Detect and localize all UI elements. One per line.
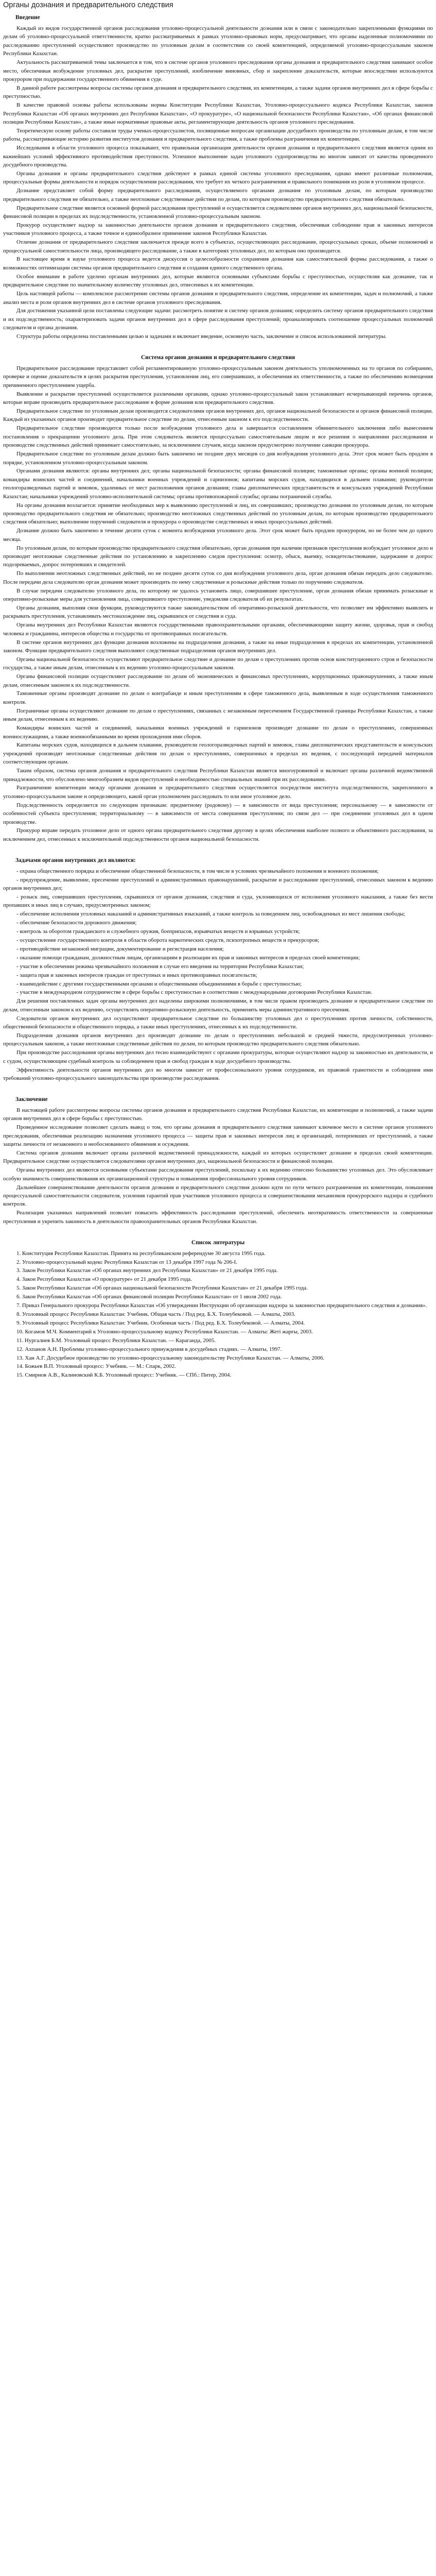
paragraph: Прокурор осуществляет надзор за законностью деятельности органов дознания и предварительного следствия, обеспечивая соблюдение прав и законных интересов участников уголовного процесса, а также точное и единообразное применение законов Республики Казахстан. xyxy=(3,222,433,237)
page-title: Органы дознания и предварительного следствия xyxy=(3,1,173,9)
paragraph: 3. Закон Республики Казахстан «Об органах внутренних дел Республики Казахстан» от 21 декабря 1995 года. xyxy=(16,1267,278,1274)
paragraph: 4. Закон Республики Казахстан «О прокуратуре» от 21 декабря 1995 года. xyxy=(16,1276,192,1283)
intro-body xyxy=(3,24,433,341)
paragraph: Каждый из видов государственной органов расследования уголовно-процессуальной деятельности дознания или в связи с законодательно закрепленными функциями по делам об уголовно-процессуальной ответственности, кратко рассматриваемых в рамках уголовно-правовых норм, предусматривает, что органы наделенные полномочиями по расследованию преступлений осуществляют производство по уголовным делам в соответствии со своей компетенцией, определяемой уголовно-процессуальным законом Республики Казахстан. xyxy=(3,25,433,57)
paragraph: Теоретическую основу работы составили труды ученых-процессуалистов, посвященные вопросам организации досудебного производства по уголовным делам, в том числе работы, рассматривающие историю развития институтов дознания и предварительного следствия, а также проблемы разграничения их компетенции. xyxy=(3,127,433,143)
paragraph: В системе органов внутренних дел функции дознания возложены на подразделения дознания, а также на иные подразделения в пределах их компетенции, установленной законом. Функции предварительного следствия выполняют следственные подразделения органов внутренних дел. xyxy=(3,639,433,654)
paragraph: В случае передачи следователю уголовного дела, по которому не удалось установить лицо, совершившее преступление, орган дознания обязан принимать розыскные и оперативно-розыскные меры для установления лица, совершившего преступление, уведомляя следователя об их результатах. xyxy=(3,587,433,602)
paragraph: Отличие дознания от предварительного следствия заключается прежде всего в субъектах, осуществляющих расследование, процессуальных сроках, объеме полномочий и процессуальной самостоятельности лица, производящего расследование, а также в категориях уголовных дел, по которым оно производится. xyxy=(3,239,433,254)
paragraph: Подразделения дознания органов внутренних дел производят дознание по делам о преступлениях небольшой и средней тяжести, предусмотренных уголовно-процессуальным законом, а также неотложные следственные действия по делам, по которым производство предварительного следствия обязательно. xyxy=(3,1032,433,1047)
paragraph: Особое внимание в работе уделено органам внутренних дел, которые являются основными субъектами борьбы с преступностью, осуществляя как дознание, так и предварительное следствие по значительному количеству уголовных дел, отнесенных к их компетенции. xyxy=(3,273,433,289)
paragraph: Капитаны морских судов, находящихся в дальнем плавании, руководители геологоразведочных партий и зимовок, главы дипломатических представительств и консульских учреждений производят неотложные следственные действия по делам о преступлениях, совершенных в пределах их ведения, с последующей передачей материалов соответствующим органам. xyxy=(3,742,433,766)
paragraph: - взаимодействие с другими государственными органами и общественными объединениями в борьбе с преступностью; xyxy=(16,980,302,987)
paragraph: - противодействие незаконной миграции, документирование и регистрация населения; xyxy=(16,945,224,952)
paragraph: 9. Уголовный процесс Республики Казахстан: Учебник. Особенная часть / Под ред. Б.Х. Толеубековой. — Алматы, 2004. xyxy=(16,1319,305,1326)
paragraph: 7. Приказ Генерального прокурора Республики Казахстан «Об утверждении Инструкции об организации надзора за законностью предварительного следствия и дознания». xyxy=(16,1302,427,1309)
paragraph: Предварительное следствие по уголовным делам должно быть закончено не позднее двух месяцев со дня возбуждения уголовного дела. Этот срок может быть продлен в порядке, установленном уголовно-процессуальным законом. xyxy=(3,451,433,466)
paragraph: Органами дознания являются: органы внутренних дел; органы национальной безопасности; органы финансовой полиции; таможенные органы; органы военной полиции; командиры воинских частей и соединений, начальники военных учреждений и гарнизонов; капитаны морских судов, находящихся в дальнем плавании; руководители геологоразведочных партий и зимовок, удаленных от мест расположения органов дознания; главы дипломатических представительств и консульских учреждений Республики Казахстан; начальники учреждений уголовно-исполнительной системы; органы противопожарной службы; органы пограничной службы. xyxy=(3,468,433,500)
paragraph: 8. Уголовный процесс Республики Казахстан: Учебник. Общая часть / Под ред. Б.Х. Толеубековой. — Алматы, 2003. xyxy=(16,1311,295,1317)
paragraph: Дознание представляет собой форму предварительного расследования, осуществляемого органами дознания по уголовным делам, по которым производство предварительного следствия не обязательно, а также неотложные следственные действия по делам, по которым производство предварительного следствия обязательно. xyxy=(3,188,433,202)
paragraph: Предварительное следствие производится только после возбуждения уголовного дела и завершается составлением обвинительного заключения либо вынесением постановления о прекращении уголовного дела. При этом следователь является процессуально самостоятельным лицом и все решения о направлении расследования и производстве следственных действий принимает самостоятельно, за исключением случаев, когда законом предусмотрено получение санкции прокурора. xyxy=(3,425,433,449)
section-heading-system: Система органов дознания и предварительного следствия xyxy=(141,354,295,361)
paragraph: 12. Ахпанов А.Н. Проблемы уголовно-процессуального принуждения в досудебных стадиях. — Алматы, 1997. xyxy=(16,1346,282,1352)
system-body xyxy=(3,364,433,843)
paragraph: - обеспечение исполнения уголовных наказаний и административных взысканий, а также контроль за поведением лиц, освобожденных из мест лишения свободы; xyxy=(16,911,406,918)
paragraph: Реализация указанных направлений позволит повысить эффективность расследования преступлений, обеспечить неотвратимость ответственности за совершенные преступления и укрепить законность в деятельности правоохранительных органов Республики Казахстан. xyxy=(3,1210,433,1225)
paragraph: - защита прав и законных интересов граждан от преступных и иных противоправных посягательств; xyxy=(16,972,257,978)
paragraph: Проведенное исследование позволяет сделать вывод о том, что органы дознания и предварительного следствия занимают ключевое место в системе органов уголовного преследования, обеспечивая реализацию назначения уголовного процесса — защиты прав и законных интересов лиц и организаций, потерпевших от преступлений, а также защиты личности от незаконного и необоснованного обвинения и осуждения. xyxy=(3,1124,433,1148)
paragraph: В настоящей работе рассмотрены вопросы системы органов дознания и предварительного следствия Республики Казахстан, их компетенции и полномочий, а также задачи органов внутренних дел в сфере борьбы с преступностью. xyxy=(3,1107,433,1122)
section-spacer xyxy=(3,1083,433,1091)
paragraph: 14. Божьев В.П. Уголовный процесс: Учебник. — М.: Спарк, 2002. xyxy=(16,1363,176,1370)
paragraph: Таким образом, система органов дознания и предварительного следствия Республики Казахстан является многоуровневой и включает органы различной ведомственной принадлежности, что обусловлено многообразием видов преступлений и необходимостью специальных знаний при их расследовании. xyxy=(3,768,433,783)
paragraph: В данной работе рассмотрены вопросы системы органов дознания и предварительного следствия, их компетенции, а также задачи органов внутренних дел в сфере борьбы с преступностью. xyxy=(3,84,433,100)
paragraph: Органы дознания и органы предварительного следствия действуют в рамках единой системы уголовного преследования, однако имеют различные полномочия, процессуальные формы деятельности и порядок осуществления расследования, что требует их четкого разграничения и правильного понимания их роли в уголовном процессе. xyxy=(3,170,433,185)
paragraph: Актуальность рассматриваемой темы заключается в том, что в системе органов уголовного преследования органы дознания и предварительного следствия занимают особое место, обеспечивая возбуждение уголовных дел, раскрытие преступлений, изобличение виновных, сбор и закрепление доказательств, которые впоследствии используются прокурором при поддержании государственного обвинения в суде. xyxy=(3,59,433,82)
paragraph: Дознание должно быть закончено в течение десяти суток с момента возбуждения уголовного дела. Этот срок может быть продлен прокурором, но не более чем до одного месяца. xyxy=(3,528,433,543)
paragraph: Дальнейшее совершенствование деятельности органов дознания и предварительного следствия должно идти по пути четкого разграничения их компетенции, повышения процессуальной самостоятельности следователя, усиления гарантий прав участников уголовного процесса и совершенствования механизмов прокурорского надзора и судебного контроля. xyxy=(3,1184,433,1208)
paragraph: Исследования в области уголовного процесса показывают, что правильная организация деятельности органов дознания и предварительного следствия является одним из важнейших условий эффективного противодействия преступности. Успешное выполнение задач уголовного судопроизводства во многом зависит от качества проведенного досудебного производства. xyxy=(3,145,433,168)
section-spacer xyxy=(3,844,433,852)
paragraph: Эффективность деятельности органов внутренних дел во многом зависит от профессионального уровня сотрудников, их правовой грамотности и соблюдения ими требований уголовно-процессуального законодательства при производстве расследования. xyxy=(3,1066,433,1082)
section-spacer xyxy=(3,341,433,349)
paragraph: Органы внутренних дел Республики Казахстан являются государственными правоохранительными органами, обеспечивающими защиту жизни, здоровья, прав и свобод человека и гражданина, интересов общества и государства от противоправных посягательств. xyxy=(3,622,433,637)
paragraph: 10. Когамов М.Ч. Комментарий к Уголовно-процессуальному кодексу Республики Казахстан. — Алматы: Жеті жарғы, 2003. xyxy=(16,1328,313,1335)
paragraph: Органы финансовой полиции осуществляют расследование по делам об экономических и финансовых преступлениях, коррупционных правонарушениях, а также иным делам, отнесенным законом к их подследственности. xyxy=(3,673,433,688)
paragraph: Предварительное следствие является основной формой расследования преступлений и осуществляется следователями органов внутренних дел, национальной безопасности, финансовой полиции в пределах их подследственности, установленной уголовно-процессуальным законом. xyxy=(3,205,433,219)
paragraph: 6. Закон Республики Казахстан «Об органах финансовой полиции Республики Казахстан» от 1 июля 2002 года. xyxy=(16,1294,282,1300)
paragraph: Цель настоящей работы — комплексное рассмотрение системы органов дознания и предварительного следствия, определение их компетенции, задач и полномочий, а также анализ места и роли органов внутренних дел в системе органов уголовного преследования. xyxy=(3,291,433,306)
paragraph: 11. Нургалиев Б.М. Уголовный процесс Республики Казахстан. — Караганда, 2005. xyxy=(16,1337,216,1344)
paragraph: Следователи органов внутренних дел осуществляют предварительное следствие по большинству уголовных дел о преступлениях против личности, собственности, общественной безопасности и общественного порядка, а также иных преступлениях, отнесенных к их подследственности. xyxy=(3,1015,433,1030)
paragraph: Органы дознания, выполняя свои функции, руководствуются также законодательством об оперативно-розыскной деятельности, что позволяет им эффективно выявлять и раскрывать преступления, устанавливать местонахождение лиц, скрывшихся от следствия и суда. xyxy=(3,604,433,620)
references-body xyxy=(3,1249,433,1380)
paragraph: Выявление и раскрытие преступлений осуществляется различными органами, однако уголовно-процессуальный закон устанавливает исчерпывающий перечень органов, которые вправе производить предварительное расследование в форме дознания или предварительного следствия. xyxy=(3,391,433,406)
paragraph: По выполнении неотложных следственных действий, но не позднее десяти суток со дня возбуждения уголовного дела, орган дознания обязан передать дело следователю. После передачи дела следователю орган дознания может производить по нему следственные и розыскные действия только по поручению следователя. xyxy=(3,570,433,585)
paragraph: - контроль за оборотом гражданского и служебного оружия, боеприпасов, взрывчатых веществ и взрывных устройств; xyxy=(16,928,300,935)
paragraph: Таможенные органы производят дознание по делам о контрабанде и иным преступлениям в сфере таможенного дела, выявленным в ходе осуществления таможенного контроля. xyxy=(3,690,433,705)
paragraph: - розыск лиц, совершивших преступления, скрывшихся от органов дознания, следствия и суда, уклоняющихся от исполнения уголовного наказания, а также без вести пропавших и иных лиц в случаях, предусмотренных законом; xyxy=(3,894,433,909)
paragraph: 5. Закон Республики Казахстан «Об органах национальной безопасности Республики Казахстан» от 21 декабря 1995 года. xyxy=(16,1285,308,1292)
tasks-body xyxy=(3,867,433,1083)
conclusion-body xyxy=(3,1106,433,1226)
paragraph: 13. Хан А.Г. Досудебное производство по уголовно-процессуальному законодательству Республики Казахстан. — Алматы, 2006. xyxy=(16,1354,324,1361)
paragraph: В настоящее время в науке уголовного процесса ведется дискуссия о целесообразности сохранения дознания как самостоятельной формы расследования, а также о возможностях оптимизации системы органов предварительного следствия и создания единого следственного органа. xyxy=(3,256,433,271)
paragraph: - предупреждение, выявление, пресечение преступлений и административных правонарушений, раскрытие и расследование преступлений, отнесенных законом к ведению органов внутренних дел; xyxy=(3,876,433,892)
paragraph: - обеспечение безопасности дорожного движения; xyxy=(16,920,137,926)
paragraph: Разграничение компетенции между органами дознания и предварительного следствия осуществляется посредством института подследственности, закрепленного в уголовно-процессуальном законе и определяющего, какой орган уполномочен расследовать то или иное уголовное дело. xyxy=(3,785,433,800)
paragraph: Для решения поставленных задач органы внутренних дел наделены широкими полномочиями, в том числе правом производить дознание и предварительное следствие по делам, отнесенным законом к их ведению, осуществлять оперативно-розыскную деятельность, применять меры административного пресечения. xyxy=(3,998,433,1013)
paragraph: Предварительное следствие по уголовным делам производится следователями органов внутренних дел, органов национальной безопасности и органов финансовой полиции. Каждый из указанных органов производит предварительное следствие по делам, отнесенным законом к его подследственности. xyxy=(3,408,433,423)
paragraph: Структура работы определена поставленными целью и задачами и включает введение, основную часть, заключение и список использованной литературы. xyxy=(16,333,387,340)
paragraph: В качестве правовой основы работы использованы нормы Конституции Республики Казахстан, Уголовно-процессуального кодекса Республики Казахстан, законов Республики Казахстан «Об органах внутренних дел Республики Казахстан», «О прокуратуре», «О национальной безопасности Республики Казахстан», «Об органах финансовой полиции Республики Казахстан», а также иные нормативные правовые акты, регламентирующие деятельность органов уголовного преследования. xyxy=(3,102,433,125)
paragraph: Пограничные органы осуществляют дознание по делам о преступлениях, связанных с незаконным пересечением Государственной границы Республики Казахстан, а также иным делам, отнесенным к их ведению. xyxy=(3,707,433,723)
paragraph: 2. Уголовно-процессуальный кодекс Республики Казахстан от 13 декабря 1997 года № 206-I. xyxy=(16,1259,237,1265)
paragraph: Прокурор вправе передать уголовное дело от одного органа предварительного следствия другому в целях обеспечения наиболее полного и объективного расследования, за исключением дел, отнесенных к исключительной подследственности органов национальной безопасности. xyxy=(3,827,433,842)
section-spacer xyxy=(3,1226,433,1234)
paragraph: При производстве расследования органы внутренних дел тесно взаимодействуют с органами прокуратуры, которые осуществляют надзор за законностью их деятельности, и с судом, осуществляющим судебный контроль за соблюдением прав и свобод граждан в ходе досудебного производства. xyxy=(3,1049,433,1064)
paragraph: - участие в международном сотрудничестве в сфере борьбы с преступностью в соответствии с международными договорами Республики Казахстан. xyxy=(16,989,372,996)
paragraph: 15. Смирнов А.В., Калиновский К.Б. Уголовный процесс: Учебник. — СПб.: Питер, 2004. xyxy=(16,1372,232,1379)
paragraph: Командиры воинских частей и соединений, начальники военных учреждений и гарнизонов производят дознание по делам о преступлениях, совершенных военнослужащими, а также военнообязанными во время прохождения ими сборов. xyxy=(3,725,433,740)
paragraph: Для достижения указанной цели поставлены следующие задачи: рассмотреть понятие и систему органов дознания; определить систему органов предварительного следствия и их подследственность; охарактеризовать задачи органов внутренних дел в сфере расследования преступлений; проанализировать соотношение процессуальных полномочий следователя и органа дознания. xyxy=(3,308,433,331)
paragraph: - участие в обеспечении режима чрезвычайного положения в случае его введения на территории Республики Казахстан; xyxy=(16,963,304,970)
paragraph: По уголовным делам, по которым производство предварительного следствия обязательно, орган дознания при наличии признаков преступления возбуждает уголовное дело и производит неотложные следственные действия по установлению и закреплению следов преступления: осмотр, обыск, выемку, освидетельствование, задержание и допрос подозреваемых, допрос потерпевших и свидетелей. xyxy=(3,545,433,568)
paragraph: Предварительное расследование представляет собой регламентированную уголовно-процессуальным законом деятельность уполномоченных на то органов по собиранию, проверке и оценке доказательств в целях раскрытия преступления, установления лиц, его совершивших, и обеспечения их ответственности, а также по обеспечению возмещения причиненного преступлением ущерба. xyxy=(3,365,433,388)
paragraph: Система органов дознания включает органы различной ведомственной принадлежности, каждый из которых осуществляет дознание в пределах своей компетенции. Предварительное следствие осуществляется следователями органов внутренних дел, национальной безопасности и финансовой полиции. xyxy=(3,1149,433,1165)
paragraph: - осуществление государственного контроля в области оборота наркотических средств, психотропных веществ и прекурсоров; xyxy=(16,937,320,944)
paragraph: Органы внутренних дел являются основными субъектами расследования преступлений, поскольку к их ведению отнесено большинство уголовных дел. Это обусловливает особую значимость совершенствования их организационной структуры и повышения профессионального уровня сотрудников. xyxy=(3,1167,433,1182)
section-heading-tasks: Задачами органов внутренних дел являются: xyxy=(15,857,136,863)
section-heading-references: Список литературы xyxy=(191,1239,245,1246)
paragraph: Подследственность определяется по следующим признакам: предметному (родовому) — в зависимости от вида преступления; персональному — в зависимости от особенностей субъекта преступления; территориальному — в зависимости от места совершения преступления; по связи дел — при соединении уголовных дел в одном производстве. xyxy=(3,802,433,825)
section-heading-intro: Введение xyxy=(15,14,40,21)
section-heading-conclusion: Заключение xyxy=(15,1096,48,1103)
paragraph: - оказание помощи гражданам, должностным лицам, организациям в реализации их прав и законных интересов в пределах своей компетенции; xyxy=(16,954,360,961)
paragraph: Органы национальной безопасности осуществляют предварительное следствие и дознание по делам о преступлениях против основ конституционного строя и безопасности государства, а также иным делам, отнесенным к их ведению уголовно-процессуальным законом. xyxy=(3,656,433,671)
document-page xyxy=(0,1,436,1380)
paragraph: На органы дознания возлагается: принятие необходимых мер к выявлению преступлений и лиц, их совершивших; производство дознания по уголовным делам, по которым производство предварительного следствия не обязательно; производство неотложных следственных действий по уголовным делам, по которым производство предварительного следствия обязательно; выполнение поручений следователя и прокурора о производстве следственных и иных процессуальных действий. xyxy=(3,502,433,526)
paragraph: 1. Конституция Республики Казахстан. Принята на республиканском референдуме 30 августа 1995 года. xyxy=(16,1250,266,1257)
paragraph: - охрана общественного порядка и обеспечение общественной безопасности, в том числе в условиях чрезвычайного положения и военного положения; xyxy=(16,868,379,874)
